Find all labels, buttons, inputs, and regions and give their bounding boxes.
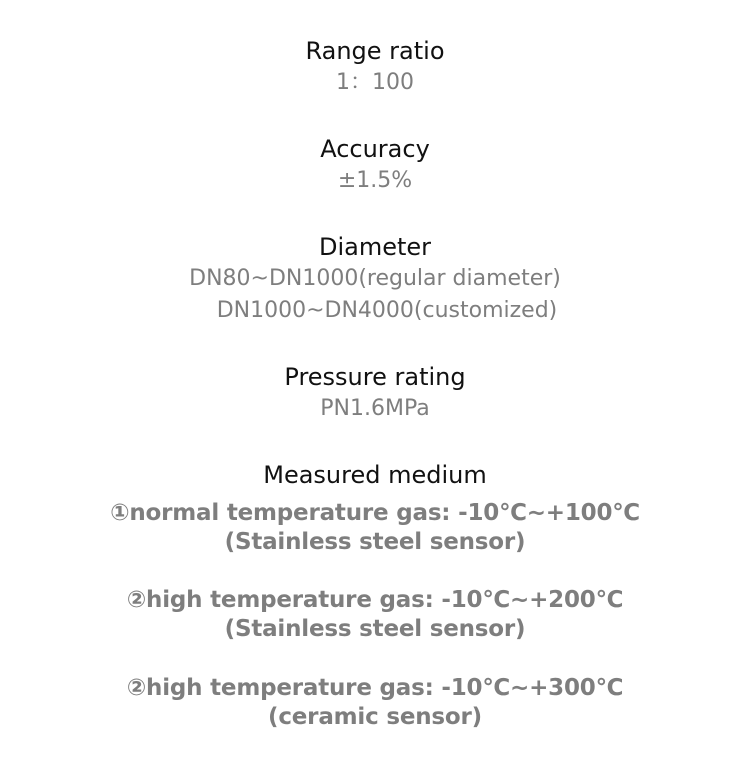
spec-value: 1：100	[336, 70, 414, 95]
medium-item	[0, 499, 750, 557]
spec-value-regular: DN80~DN1000(regular diameter)	[189, 266, 561, 291]
spec-label: Pressure rating	[284, 363, 466, 391]
spec-diameter	[0, 231, 750, 327]
spec-value-customized: DN1000~DN4000(customized)	[216, 298, 558, 323]
medium-item-sensor: (Stainless steel sensor)	[224, 616, 526, 642]
spec-label: Diameter	[318, 233, 432, 261]
spec-accuracy	[0, 133, 750, 197]
spec-label: Accuracy	[320, 135, 430, 163]
medium-item	[0, 674, 750, 732]
medium-item-sensor: (Stainless steel sensor)	[224, 529, 526, 555]
medium-item-temperature: ②high temperature gas: -10℃~+300℃	[126, 675, 624, 701]
spec-label: Range ratio	[305, 37, 445, 65]
spec-pressure-rating	[0, 361, 750, 425]
spec-measured-medium	[0, 459, 750, 491]
spec-label: Measured medium	[263, 461, 487, 489]
medium-item-temperature: ②high temperature gas: -10℃~+200℃	[126, 587, 624, 613]
spec-range-ratio	[0, 35, 750, 99]
medium-item-temperature: ①normal temperature gas: -10℃~+100℃	[110, 500, 640, 526]
medium-item	[0, 586, 750, 644]
spec-value: PN1.6MPa	[320, 396, 430, 421]
spec-value: ±1.5%	[337, 168, 413, 193]
medium-item-sensor: (ceramic sensor)	[268, 704, 482, 730]
